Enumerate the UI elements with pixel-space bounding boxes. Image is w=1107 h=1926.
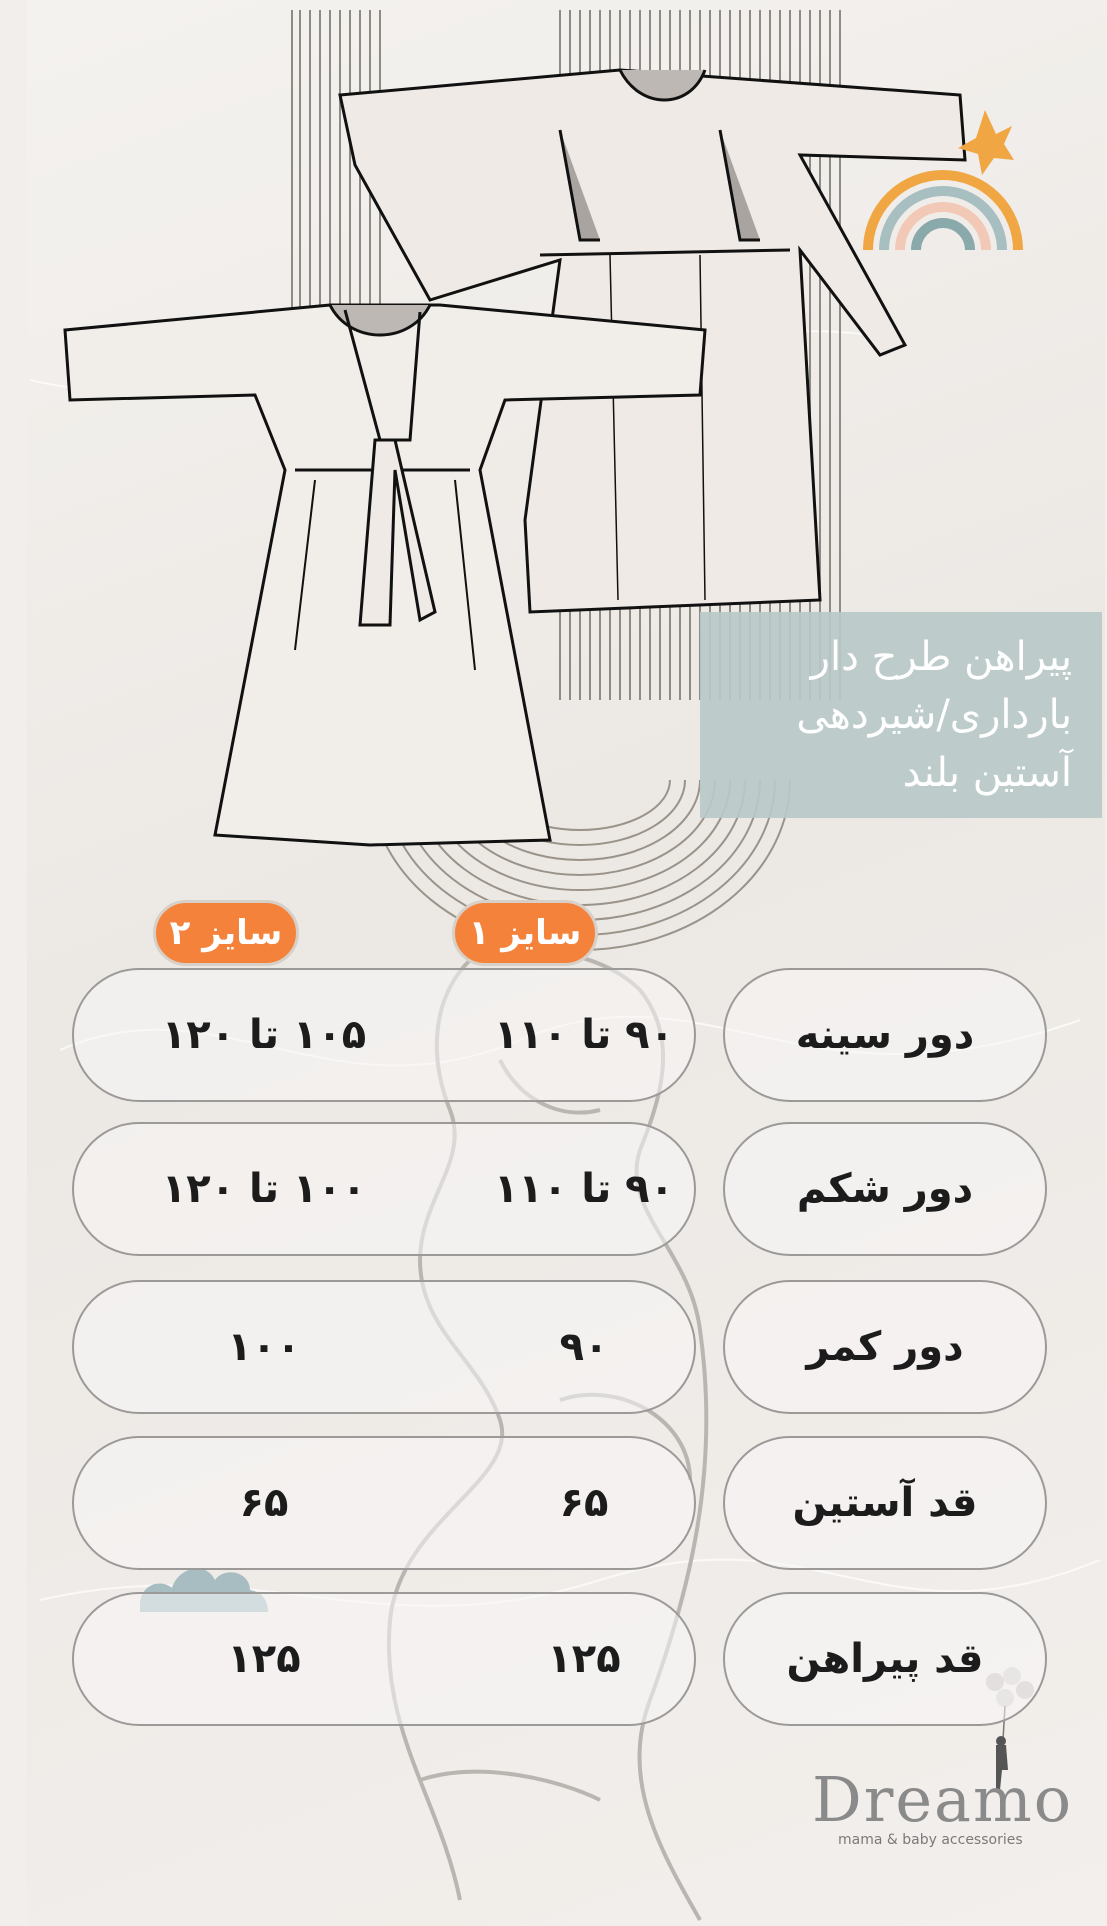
brand-logo: [812, 1763, 1082, 1848]
star-icon: [958, 110, 1014, 175]
row-values-waist: [72, 1280, 696, 1414]
chest-size-2: ۱۰۵ تا ۱۲۰: [161, 1012, 367, 1058]
row-values-chest: [72, 968, 696, 1102]
waist-size-1: ۹۰: [559, 1324, 609, 1370]
belly-size-1: ۹۰ تا ۱۱۰: [494, 1166, 674, 1212]
dress-length-size-1: ۱۲۵: [547, 1636, 621, 1682]
rainbow-icon: [868, 175, 1018, 250]
row-label-waist: دور کمر: [723, 1280, 1047, 1414]
chest-size-1: ۹۰ تا ۱۱۰: [494, 1012, 674, 1058]
row-label-dress-length: قد پیراهن: [723, 1592, 1047, 1726]
size-2-badge: سایز ۲: [153, 900, 299, 966]
brand-name: Dreamo: [812, 1763, 1074, 1836]
belly-size-2: ۱۰۰ تا ۱۲۰: [161, 1166, 367, 1212]
product-title: [700, 612, 1102, 818]
dress-length-size-2: ۱۲۵: [227, 1636, 301, 1682]
size-1-badge: سایز ۱: [452, 900, 598, 966]
waist-size-2: ۱۰۰: [227, 1324, 301, 1370]
sleeve-size-1: ۶۵: [559, 1480, 609, 1526]
title-line-2: بارداری/شیردهی: [796, 692, 1072, 738]
row-values-belly: [72, 1122, 696, 1256]
title-line-1: پیراهن طرح دار: [810, 634, 1072, 680]
title-line-3: آستین بلند: [902, 750, 1072, 796]
row-values-sleeve: [72, 1436, 696, 1570]
brand-tagline: mama & baby accessories: [838, 1832, 1023, 1848]
row-label-sleeve: قد آستین: [723, 1436, 1047, 1570]
row-label-chest: دور سینه: [723, 968, 1047, 1102]
row-values-dress-length: [72, 1592, 696, 1726]
row-label-belly: دور شکم: [723, 1122, 1047, 1256]
sleeve-size-2: ۶۵: [239, 1480, 289, 1526]
